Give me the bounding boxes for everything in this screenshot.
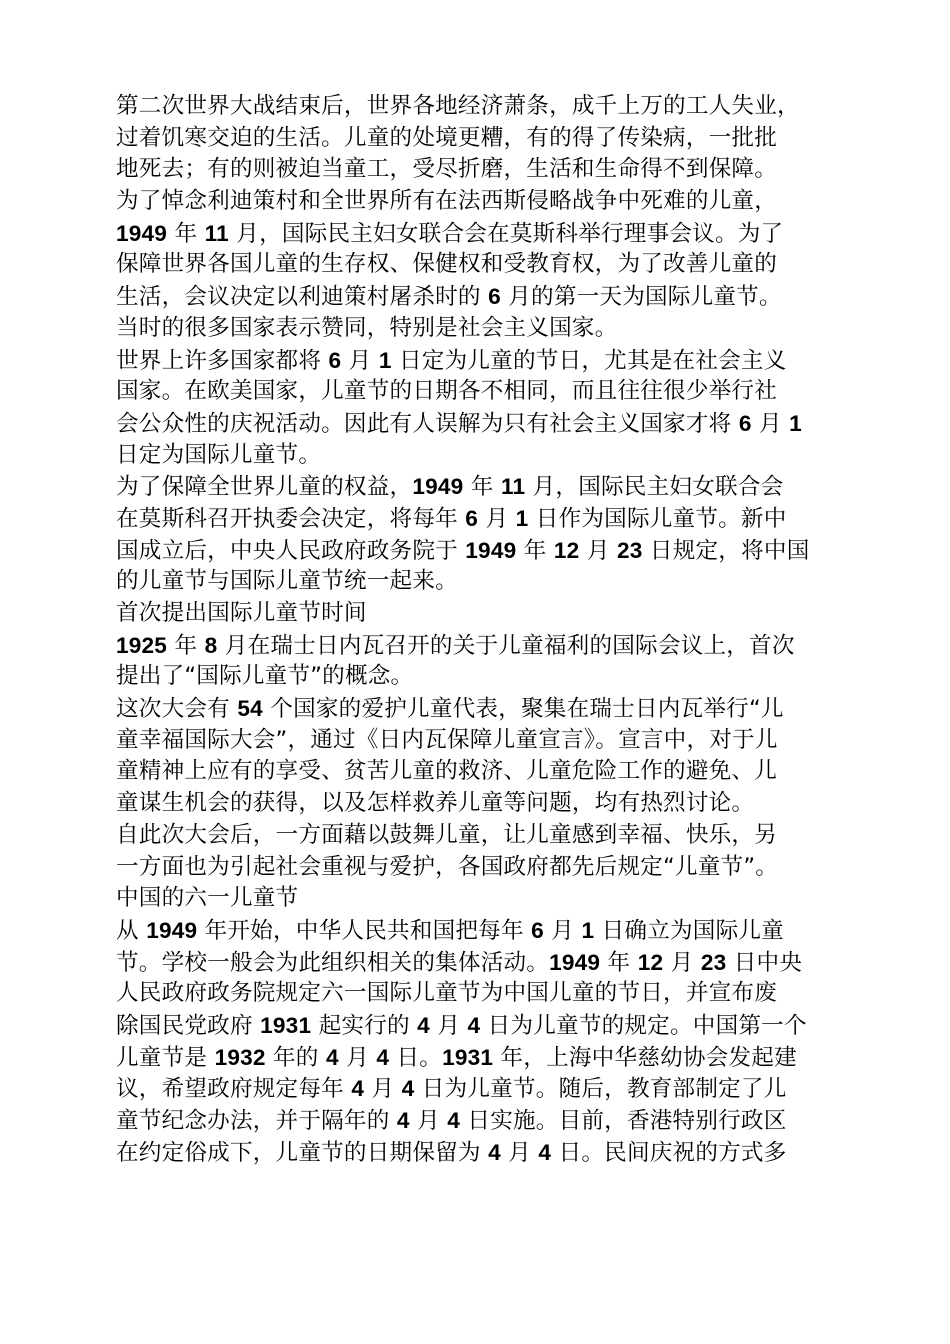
text-line — [116, 725, 838, 757]
text-run: 年，上海中华慈幼协会发起建 — [493, 1044, 797, 1071]
bold-number-run: 1 — [515, 505, 529, 531]
text-run: 在莫斯科召开执委会决定，将每年 — [116, 505, 466, 532]
text-run: 日为儿童节。随后，教育部制定了儿 — [414, 1076, 787, 1103]
text-run: 日实施。目前，香港特别行政区 — [460, 1108, 787, 1134]
text-line — [116, 1073, 838, 1105]
text-run: 日确立为国际儿童 — [594, 917, 784, 944]
text-run: 月 — [364, 1076, 402, 1103]
text-line — [116, 218, 838, 250]
bold-number-run: 1932 — [214, 1044, 266, 1070]
bold-number-run: 4 — [396, 1108, 410, 1133]
text-run: 过着饥寒交迫的生活。儿童的处境更糟，有的得了传染病，一批批 — [116, 124, 778, 151]
text-line — [116, 883, 838, 915]
text-run: 月 — [478, 505, 516, 532]
text-run: 日中央 — [726, 949, 803, 976]
text-run: 保障世界各国儿童的生存权、保健权和受教育权，为了改善儿童的 — [116, 251, 778, 278]
text-run: 提出了“国际儿童节”的概念。 — [116, 663, 414, 690]
text-run: 起实行的 — [311, 1012, 418, 1039]
text-run: 日为儿童节的规定。中国第一个 — [480, 1012, 807, 1039]
text-run: 月 — [409, 1108, 448, 1134]
text-run: 节。学校一般会为此组织相关的集体活动。 — [116, 949, 550, 976]
bold-number-run: 6 — [488, 284, 501, 310]
text-run: 议，希望政府规定每年 — [116, 1076, 352, 1103]
text-run: 月的第一天为国际儿童节。 — [500, 284, 782, 311]
bold-number-run: 23 — [700, 949, 727, 975]
bold-number-run: 1931 — [260, 1012, 312, 1038]
text-run: 日定为儿童的节日，尤其是在社会主义 — [391, 347, 787, 374]
text-run: 月 — [341, 347, 379, 374]
bold-number-run: 1949 — [465, 537, 517, 563]
text-run: 月 — [338, 1044, 377, 1071]
text-line — [116, 820, 838, 852]
bold-number-run: 4 — [351, 1076, 365, 1102]
text-line — [116, 1137, 838, 1169]
text-run: 从 — [116, 917, 147, 944]
text-run: 这次大会有 — [116, 696, 238, 723]
text-line — [116, 1010, 838, 1042]
bold-number-run: 4 — [401, 1076, 415, 1102]
text-run: 中国的六一儿童节 — [116, 885, 299, 912]
text-run: 日规定，将中国 — [642, 537, 810, 564]
bold-number-run: 4 — [376, 1044, 390, 1070]
bold-number-run: 1949 — [412, 474, 464, 500]
bold-number-run: 1949 — [549, 949, 601, 975]
text-line — [116, 313, 838, 345]
text-run: 第二次世界大战结束后，世界各地经济萧条，成千上万的工人失业， — [116, 93, 800, 119]
text-line — [116, 345, 838, 377]
text-run: 日。 — [389, 1044, 443, 1071]
bold-number-run: 8 — [204, 632, 218, 658]
text-line — [116, 535, 838, 567]
bold-number-run: 4 — [488, 1139, 501, 1165]
text-run: 当时的很多国家表示赞同，特别是社会主义国家。 — [116, 314, 618, 341]
text-run: 一方面也为引起社会重视与爱护，各国政府都先后规定“儿童节”。 — [116, 853, 779, 880]
bold-number-run: 4 — [467, 1012, 481, 1038]
text-run: 首次提出国际儿童节时间 — [116, 600, 367, 626]
text-line — [116, 630, 838, 662]
text-run: 年 — [516, 537, 554, 564]
text-run: 月 — [500, 1139, 539, 1166]
text-run: 月 — [579, 537, 618, 564]
text-run: 自此次大会后，一方面藉以鼓舞儿童，让儿童感到幸福、快乐，另 — [116, 821, 778, 848]
text-line — [116, 947, 838, 979]
text-run: 年 — [167, 632, 205, 659]
bold-number-run: 11 — [500, 474, 526, 500]
text-line — [116, 503, 838, 535]
text-run: 月，国际民主妇女联合会在莫斯科举行理事会议。为了 — [228, 220, 784, 247]
bold-number-run: 1949 — [116, 220, 168, 246]
text-run: 国家。在欧美国家，儿童节的日期各不相同，而且往往很少举行社 — [116, 378, 778, 405]
text-line — [116, 376, 838, 408]
bold-number-run: 1925 — [116, 632, 168, 658]
text-run: 地死去；有的则被迫当童工，受尽折磨，生活和生命得不到保障。 — [116, 156, 778, 183]
text-run: 世界上许多国家都将 — [116, 347, 329, 374]
bold-number-run: 4 — [538, 1139, 552, 1165]
text-run: 国成立后，中央人民政府政务院于 — [116, 537, 466, 564]
bold-number-run: 12 — [637, 949, 664, 975]
text-line — [116, 598, 838, 630]
text-run: 日作为国际儿童节。新中 — [528, 505, 787, 532]
text-run: 会公众性的庆祝活动。因此有人误解为只有社会主义国家才将 — [116, 410, 739, 437]
text-run: 年 — [167, 220, 205, 247]
bold-number-run: 4 — [417, 1012, 430, 1038]
text-run: 童谋生机会的获得，以及怎样救养儿童等问题，均有热烈讨论。 — [116, 790, 755, 817]
text-line — [116, 756, 838, 788]
text-line — [116, 440, 838, 472]
bold-number-run: 1 — [789, 410, 802, 436]
text-run: 在约定俗成下，儿童节的日期保留为 — [116, 1139, 489, 1166]
bold-number-run: 11 — [204, 220, 229, 246]
text-line — [116, 915, 838, 947]
text-run: 月 — [663, 949, 701, 976]
text-run: 年 — [463, 474, 501, 501]
text-run: 人民政府政务院规定六一国际儿童节为中国儿童的节日，并宣布废 — [116, 980, 778, 1007]
text-run: 童节纪念办法，并于隔年的 — [116, 1108, 397, 1134]
bold-number-run: 6 — [328, 347, 342, 373]
text-line — [116, 661, 838, 693]
text-run: 月 — [543, 917, 582, 944]
bold-number-run: 4 — [325, 1044, 339, 1070]
text-line — [116, 978, 838, 1010]
text-line — [116, 566, 838, 598]
text-run: 年 — [600, 949, 638, 976]
text-run: 的儿童节与国际儿童节统一起来。 — [116, 568, 458, 595]
bold-number-run: 12 — [553, 537, 580, 563]
text-line — [116, 852, 838, 884]
text-line — [116, 693, 838, 725]
text-run: 为了悼念利迪策村和全世界所有在法西斯侵略战争中死难的儿童， — [116, 188, 778, 215]
text-run: 儿童节是 — [116, 1044, 215, 1071]
text-line — [116, 1105, 838, 1137]
text-line — [116, 408, 838, 440]
text-run: 童幸福国际大会”，通过《日内瓦保障儿童宣言》。宣言中，对于儿 — [116, 726, 778, 753]
text-run: 月，国际民主妇女联合会 — [525, 474, 784, 501]
text-run: 月 — [751, 410, 790, 437]
text-run: 年的 — [265, 1044, 326, 1071]
bold-number-run: 6 — [738, 410, 752, 436]
bold-number-run: 6 — [531, 917, 544, 943]
text-line — [116, 1042, 838, 1074]
bold-number-run: 4 — [447, 1108, 461, 1133]
bold-number-run: 1949 — [146, 917, 198, 943]
text-run: 日。民间庆祝的方式多 — [551, 1139, 787, 1166]
text-line — [116, 186, 838, 218]
bold-number-run: 23 — [617, 537, 643, 563]
document-body-text — [116, 91, 838, 1168]
bold-number-run: 54 — [237, 696, 263, 722]
text-line — [116, 123, 838, 155]
text-run: 个国家的爱护儿童代表，聚集在瑞士日内瓦举行“儿 — [262, 696, 784, 723]
text-line — [116, 91, 838, 123]
text-line — [116, 788, 838, 820]
bold-number-run: 1 — [581, 917, 595, 943]
bold-number-run: 1 — [378, 347, 392, 373]
text-run: 生活，会议决定以利迪策村屠杀时的 — [116, 284, 489, 311]
text-run: 月 — [429, 1012, 468, 1039]
bold-number-run: 6 — [465, 505, 479, 531]
bold-number-run: 1931 — [442, 1044, 494, 1070]
text-line — [116, 249, 838, 281]
text-run: 年开始，中华人民共和国把每年 — [197, 917, 532, 944]
text-line — [116, 281, 838, 313]
text-run: 除国民党政府 — [116, 1012, 261, 1039]
text-run: 为了保障全世界儿童的权益， — [116, 474, 413, 501]
text-line — [116, 154, 838, 186]
text-run: 童精神上应有的享受、贫苦儿童的救济、儿童危险工作的避免、儿 — [116, 758, 778, 785]
text-run: 日定为国际儿童节。 — [116, 441, 322, 468]
text-line — [116, 471, 838, 503]
text-run: 月在瑞士日内瓦召开的关于儿童福利的国际会议上，首次 — [217, 632, 795, 659]
